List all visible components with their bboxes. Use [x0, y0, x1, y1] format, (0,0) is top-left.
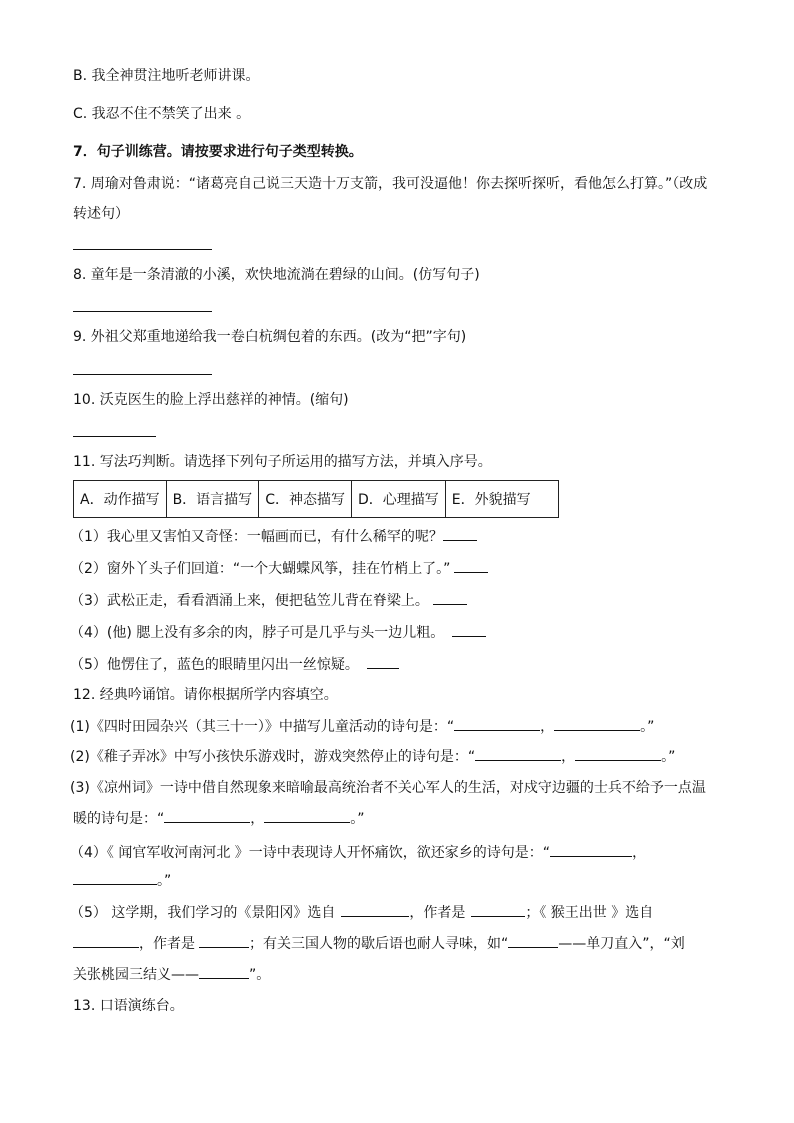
q11-item-blank[interactable]	[443, 526, 477, 541]
q11-item-text: （1）我心里又害怕又奇怪：一幅画而已，有什么稀罕的呢？	[70, 529, 443, 545]
q12-part-5-cont	[73, 933, 685, 954]
q11-item-blank[interactable]	[454, 558, 488, 573]
q10-text: 10. 沃克医生的脸上浮出慈祥的神情。(缩句)	[73, 392, 349, 408]
q7-text: 7. 周瑜对鲁肃说：“诸葛亮自己说三天造十万支箭，我可没逼他！你去探听探听，看他怎么打算。”（改成	[73, 176, 708, 192]
q12-part-4	[70, 842, 646, 863]
q12-blank[interactable]	[575, 746, 661, 761]
q12-part-2	[70, 746, 675, 767]
q13-title: 13. 口语演练台。	[73, 998, 184, 1014]
q12-end: 。”	[640, 719, 655, 735]
q12-text: ”。	[249, 967, 271, 983]
q11-item-text: （5）他愣住了，蓝色的眼睛里闪出一丝惊疑。	[70, 657, 359, 673]
q12-text: ；《 猴王出世 》选自	[525, 905, 654, 921]
q12-prompt: (2)《稚子弄冰》中写小孩快乐游戏时，游戏突然停止的诗句是：“	[70, 749, 476, 765]
q12-part-1	[70, 716, 654, 737]
q12-part-5	[70, 902, 653, 923]
q12-text: ，作者是	[409, 905, 466, 921]
q11-option-e: E．外貌描写	[445, 481, 558, 518]
q12-prompt: (1)《四时田园杂兴（其三十一）》中描写儿童活动的诗句是：“	[70, 719, 455, 735]
q12-blank[interactable]	[264, 808, 350, 823]
q12-text: ，作者是	[139, 936, 195, 952]
q12-part-3a: (3)《凉州词》一诗中借自然现象来暗喻最高统治者不关心军人的生活，对戍守边疆的士兵不给予一点温	[70, 780, 706, 796]
q12-blank[interactable]	[199, 964, 249, 979]
q11-item-blank[interactable]	[433, 590, 467, 605]
q11-item-text: （4）(他) 腮上没有多余的肉，脖子可是几乎与头一边儿粗。	[70, 625, 445, 641]
q12-part-3b	[73, 808, 365, 829]
q12-text: ；有关三国人物的歇后语也耐人寻味，如“	[249, 936, 509, 952]
q12-blank[interactable]	[508, 933, 558, 948]
q12-blank[interactable]	[199, 933, 249, 948]
q12-title: 12. 经典吟诵馆。请你根据所学内容填空。	[73, 687, 338, 703]
q12-end: 。”	[350, 811, 365, 827]
q12-text: ——单刀直入”，“刘	[558, 936, 685, 952]
q6-option-c: C. 我忍不住不禁笑了出来 。	[73, 106, 251, 122]
q8-text: 8. 童年是一条清澈的小溪，欢快地流淌在碧绿的山间。(仿写句子)	[73, 267, 480, 283]
q11-option-b: B．语言描写	[166, 481, 259, 518]
q12-end: 。”	[157, 873, 172, 889]
q11-item-blank[interactable]	[367, 654, 399, 669]
q12-blank[interactable]	[164, 808, 250, 823]
q12-comma: ，	[540, 719, 555, 735]
q12-part-4-cont	[73, 870, 171, 891]
q12-blank[interactable]	[73, 870, 157, 885]
q7-text-cont: 转述句）	[73, 206, 129, 222]
q12-prompt: （5） 这学期，我们学习的《景阳冈》选自	[70, 905, 336, 921]
q11-item-1	[70, 526, 477, 547]
q8-answer-line[interactable]	[73, 311, 212, 312]
q12-blank[interactable]	[73, 933, 139, 948]
q7-answer-line[interactable]	[73, 249, 212, 250]
q12-comma: ，	[561, 749, 576, 765]
q12-end: 。”	[661, 749, 676, 765]
q9-text: 9. 外祖父郑重地递给我一卷白杭绸包着的东西。(改为“把”字句)	[73, 329, 467, 345]
q12-blank[interactable]	[554, 716, 640, 731]
q11-option-d: D．心理描写	[351, 481, 445, 518]
q12-blank[interactable]	[475, 746, 561, 761]
q6-option-b: B. 我全神贯注地听老师讲课。	[73, 68, 260, 84]
q9-answer-line[interactable]	[73, 374, 212, 375]
q11-options-table	[73, 480, 559, 518]
q11-item-blank[interactable]	[452, 622, 486, 637]
q12-blank[interactable]	[471, 902, 525, 917]
q12-blank[interactable]	[341, 902, 409, 917]
q12-text: 关张桃园三结义——	[73, 967, 199, 983]
q12-part-5-end	[73, 964, 270, 985]
q11-item-5	[70, 654, 399, 675]
q11-title: 11. 写法巧判断。请选择下列句子所运用的描写方法，并填入序号。	[73, 454, 492, 470]
q11-item-4	[70, 622, 486, 643]
q12-comma: ，	[632, 845, 647, 861]
q12-blank[interactable]	[454, 716, 540, 731]
q12-blank[interactable]	[550, 842, 632, 857]
q11-item-text: （2）窗外丫头子们回道：“一个大蝴蝶风筝，挂在竹梢上了。”	[70, 561, 451, 577]
q12-prompt: （4）《 闻官军收河南河北 》一诗中表现诗人开怀痛饮，欲还家乡的诗句是：“	[70, 845, 551, 861]
q11-option-a: A．动作描写	[74, 481, 167, 518]
q11-option-c: C．神态描写	[259, 481, 352, 518]
section7-title: 7．句子训练营。请按要求进行句子类型转换。	[73, 144, 363, 160]
q10-answer-line[interactable]	[73, 436, 156, 437]
q12-comma: ，	[250, 811, 265, 827]
q12-prompt: 暖的诗句是：“	[73, 811, 165, 827]
q11-item-3	[70, 590, 467, 611]
q11-item-text: （3）武松正走，看看酒涌上来，便把毡笠儿背在脊梁上。	[70, 593, 429, 609]
q11-item-2	[70, 558, 488, 579]
